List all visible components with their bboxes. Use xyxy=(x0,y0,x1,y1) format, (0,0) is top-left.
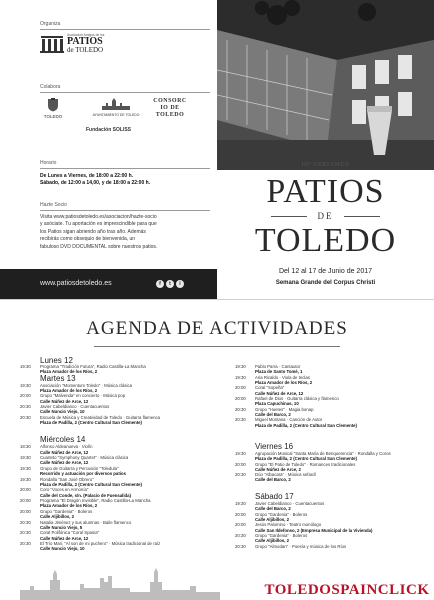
sponsor-logo-soliss: Fundación SOLISS xyxy=(86,127,132,133)
event-description: Escuela de Música y Creatividad de Toledo · Guitarra flamenca xyxy=(40,415,161,420)
event-location: Calle Aljibillos, 2 xyxy=(40,514,74,519)
event-description: Grupo "Huetes" · Magia bonap xyxy=(255,407,314,412)
website-link[interactable]: www.patiosdetoledo.es xyxy=(40,280,112,287)
event-location: Calle Nuncio Viejo, 10 xyxy=(40,409,85,414)
instagram-icon[interactable]: i xyxy=(176,280,184,288)
patio-balcony-image xyxy=(217,0,434,170)
agenda-divider xyxy=(94,346,340,347)
event-location: Calle Nuncio Viejo, 10 xyxy=(40,546,85,551)
event-time: 19:30 xyxy=(20,477,31,482)
website-bar xyxy=(0,269,217,300)
event-description: Rondalla "San José Obrero" xyxy=(40,477,94,482)
agenda-day-heading: Miércoles 14 xyxy=(40,435,86,444)
twitter-icon[interactable]: t xyxy=(166,280,174,288)
brand-logo: TOLEDOSPAINCLICK xyxy=(264,582,430,598)
event-description: Grupo "Almodan" · Poesía y música de los Ríos xyxy=(255,544,347,549)
cathedral-skyline-icon xyxy=(102,98,130,110)
event-location: Plaza Amador de los Ríos, 2 xyxy=(40,388,98,393)
divider xyxy=(40,168,210,169)
event-time: 20:30 xyxy=(20,415,31,420)
agenda-day-heading: Martes 13 xyxy=(40,374,76,383)
title-patios: PATIOS xyxy=(266,173,385,210)
event-time: 20:00 xyxy=(20,498,31,503)
facebook-icon[interactable]: f xyxy=(156,280,164,288)
event-description: Coral Polifónica "Coral Spania" xyxy=(40,530,100,535)
title-rule-right xyxy=(344,216,380,217)
agenda-day-heading: Sábado 17 xyxy=(255,492,294,501)
event-description: Grupo "Gardenia" · Boleros xyxy=(255,512,308,517)
event-description: Grupo "El Patio de Toledo" · Romances tradicionales xyxy=(255,462,356,467)
event-location: Calle Núñez de Arce, 12 xyxy=(40,450,89,455)
divider xyxy=(40,29,210,30)
organiza-label: Organiza xyxy=(40,21,61,27)
event-location: Plaza Amador de los Ríos, 2 xyxy=(255,380,313,385)
event-location: Calle Núñez de Arce, 12 xyxy=(40,460,89,465)
event-description: Aria Ricaldo · Viola de teclas xyxy=(255,375,310,380)
event-description: Coral "Sopeña" xyxy=(255,385,285,390)
event-time: 18:30 xyxy=(20,444,31,449)
event-time: 20:00 xyxy=(235,522,246,527)
event-time: 19:30 xyxy=(20,455,31,460)
event-time: 20:30 xyxy=(235,472,246,477)
event-description: Jesús Palomino · Teatro monólogo xyxy=(255,522,322,527)
event-location: Recorrido y actuación por diversos patios xyxy=(40,471,126,476)
event-time: 20:00 xyxy=(235,512,246,517)
event-description: Miguel Montana · Canción de Autor xyxy=(255,417,323,422)
event-location: Plaza de Padilla, 2 (Centro Cultural San Clemente) xyxy=(40,420,142,425)
event-description: Grupo "Malvenda" en concierto · Música pop xyxy=(40,393,126,398)
event-description: Grupo "Gardenia" · Boleros xyxy=(40,509,93,514)
event-location: Plaza de Padilla, 2 (Centro Cultural San Clemente) xyxy=(40,482,142,487)
event-time: 19:30 xyxy=(235,501,246,506)
event-location: Calle Núñez de Arce, 12 xyxy=(40,536,89,541)
event-location: Calle Núñez de Arce, 12 xyxy=(40,399,89,404)
event-description: Grupo de Guitarra y Percusión "Toledula" xyxy=(40,466,119,471)
event-time: 19:30 xyxy=(235,375,246,380)
event-time: 20:30 xyxy=(235,407,246,412)
event-description: El Trío Mari, "Al son de mi puchero" · Música tradicional de raíz xyxy=(40,541,161,546)
event-time: 19:30 xyxy=(235,451,246,456)
divider xyxy=(40,92,210,93)
event-description: Alfonso Aldeanueva · Violín xyxy=(40,444,93,449)
event-time: 20:30 xyxy=(20,541,31,546)
patio-arch-icon xyxy=(40,33,64,53)
event-location: Plaza Capuchinas, 10 xyxy=(255,401,299,406)
event-subtitle: Semana Grande del Corpus Christi xyxy=(275,280,376,286)
event-time: 19:30 xyxy=(20,364,31,369)
socio-text: Visita www.patiosdetoledo.es/asociacion/hazte-socio y asóciate. Tu aportación es imprescindible para que los Patios sigan abriendo año tras año. Además recibirás como obsequio de bienvenida, un fabuloso DVD DOCUMENTAL sobre nuestros patios. xyxy=(40,214,158,250)
back-panel xyxy=(0,0,217,300)
event-location: Calle del Barco, 2 xyxy=(255,477,291,482)
title-toledo: TOLEDO xyxy=(254,222,397,259)
agenda-title: AGENDA DE ACTIVIDADES xyxy=(86,318,348,339)
event-location: Calle del Barco, 2 xyxy=(255,412,291,417)
horario-text: De Lunes a Viernes, de 18:00 a 22:00 h. Sábado, de 12:00 a 14,00, y de 18:00 a 22:00 h. xyxy=(40,173,151,187)
event-dates: Del 12 al 17 de Junio de 2017 xyxy=(278,268,373,275)
agenda-panel xyxy=(0,300,434,600)
event-time: 20:00 xyxy=(235,385,246,390)
event-location: Calle Núñez de Arce, 12 xyxy=(255,391,304,396)
event-time: 20:30 xyxy=(235,544,246,549)
event-description: Rafael de Dios · Guitarra clásica y flamenco xyxy=(255,396,339,401)
event-time: 19:30 xyxy=(20,383,31,388)
sponsor-logo-toledo: TOLEDO xyxy=(40,98,66,119)
event-location: Calle Aljibillos, 2 xyxy=(255,538,289,543)
event-location: Plaza Amador de los Ríos, 2 xyxy=(40,503,98,508)
cover-panel xyxy=(217,0,434,300)
event-location: Calle Núñez de Arce, 2 xyxy=(255,467,301,472)
agenda-day-heading: Lunes 12 xyxy=(40,356,73,365)
event-description: Cuarteto "Symphony Quartet" · Música clásica xyxy=(40,455,129,460)
event-time: 20:00 xyxy=(20,509,31,514)
event-time: 20:30 xyxy=(235,417,246,422)
colabora-label: Colabora xyxy=(40,84,61,90)
event-time: 19:30 xyxy=(20,466,31,471)
event-time: 19:30 xyxy=(235,364,246,369)
event-description: Agrupación Musical "Santa María de Benquerencia" · Rondalla y Coros xyxy=(255,451,391,456)
sponsor-logo-ayuntamiento: AYUNTAMIENTO DE TOLEDO xyxy=(86,98,146,117)
toledo-skyline-image xyxy=(20,568,220,600)
coat-of-arms-icon xyxy=(47,98,59,112)
event-location: Plaza de Santo Tomé, 1 xyxy=(255,369,303,374)
event-location: Plaza de Padilla, 2 (Centro Cultural San Clemente) xyxy=(255,423,357,428)
horario-label: Horario xyxy=(40,160,57,166)
event-description: Programa "El Dragón Invisible", Radio Castilla-La Mancha xyxy=(40,498,151,503)
event-description: Grupo "Gardenia" · Boleros xyxy=(255,533,308,538)
event-time: 20:30 xyxy=(20,404,31,409)
socio-label: Hazte Socio xyxy=(40,202,67,208)
event-time: 20:30 xyxy=(235,533,246,538)
event-time: 20:00 xyxy=(235,396,246,401)
event-time: 20:00 xyxy=(235,462,246,467)
patio-photo xyxy=(217,0,434,170)
event-location: Calle Nuncio Viejo, 5 xyxy=(40,525,83,530)
event-description: Pablo Parra · Cantautor xyxy=(255,364,301,369)
event-time: 20:00 xyxy=(20,487,31,492)
event-location: Plaza Amador de los Ríos, 2 xyxy=(40,369,98,374)
edition-label: IIIº CERTAMEN xyxy=(301,162,350,168)
event-location: Plaza de Padilla, 2 (Centro Cultural San Clemente) xyxy=(255,456,357,461)
event-description: Programa "Tradición Futura", Radio Castilla-La Mancha xyxy=(40,364,146,369)
sponsor-logo-consorcio: CONSORCIO DE TOLEDO xyxy=(153,98,187,118)
event-description: Coro "Voces en Armonía" xyxy=(40,487,89,492)
event-description: Dúo "Albacara" · Música sefardí xyxy=(255,472,316,477)
event-location: Calle San Ildefonso, 2 (Empresa Municipal de la Vivienda) xyxy=(255,528,373,533)
event-location: Calle del Barco, 2 xyxy=(255,506,291,511)
event-description: Asociación "Momentum Toledo" · Música clásica xyxy=(40,383,133,388)
event-time: 20:30 xyxy=(20,520,31,525)
event-description: Javier Cabeldianco · Cuentacuentos xyxy=(255,501,325,506)
event-time: 20:30 xyxy=(20,530,31,535)
organizer-logo: Asociación Amigos de los PATIOS de TOLEDO xyxy=(40,33,110,54)
title-de: DE xyxy=(317,211,334,221)
event-location: Calle Aljibillos, 2 xyxy=(255,517,289,522)
event-description: Natalia Jiménez y sus alumnas · Baile flamenco xyxy=(40,520,132,525)
event-time: 20:00 xyxy=(20,393,31,398)
agenda-day-heading: Viernes 16 xyxy=(255,442,294,451)
event-location: Calle del Conde, s/n. (Palacio de Fuensalida) xyxy=(40,493,131,498)
divider xyxy=(40,210,210,211)
event-description: Javier Cabeldianco · Cuentacuentos xyxy=(40,404,110,409)
